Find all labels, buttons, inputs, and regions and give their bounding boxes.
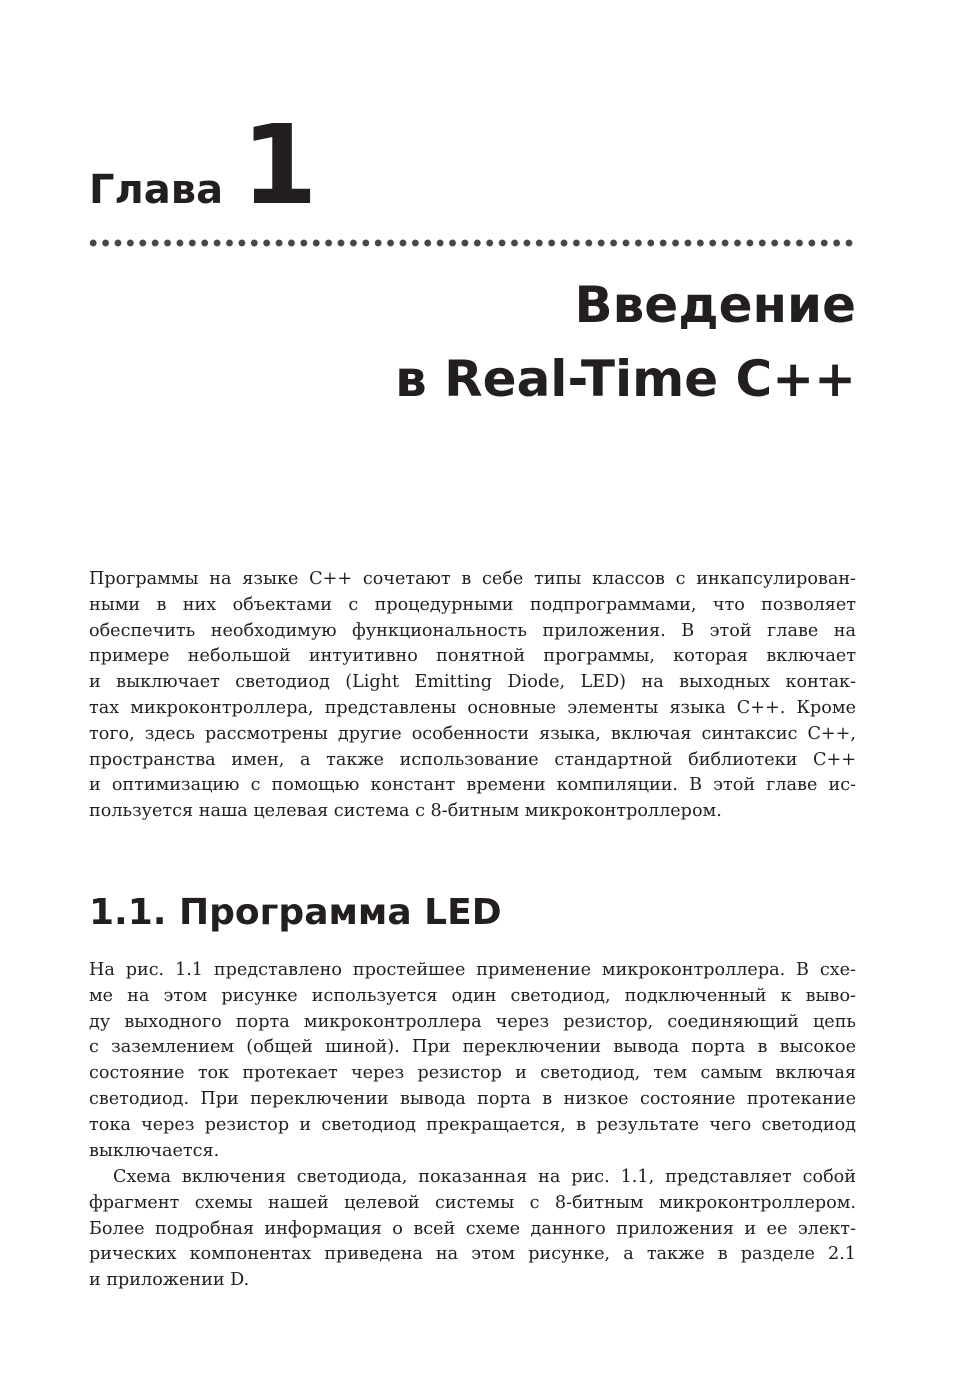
section-paragraph-2 (89, 1165, 856, 1294)
text-line: ду выходного порта микроконтроллера через резистор, соединяющий цепь (89, 1011, 856, 1032)
text-line: рических компонентах приведена на этом рисунке, а также в разделе 2.1 (89, 1244, 856, 1265)
chapter-title (395, 268, 856, 416)
text-line: тах микроконтроллера, представлены основные элементы языка С++. Кроме (89, 697, 856, 718)
text-line: и оптимизацию с помощью констант времени компиляции. В этой главе ис- (89, 775, 856, 796)
chapter-title-line-1: Введение (574, 276, 856, 334)
text-line: пользуется наша целевая система с 8-битным микроконтроллером. (89, 801, 722, 822)
text-line: того, здесь рассмотрены другие особенности языка, включая синтаксис С++, (89, 723, 856, 744)
intro-paragraph (89, 567, 856, 825)
text-line: выключается. (89, 1140, 220, 1161)
text-line: Более подробная информация о всей схеме данного приложения и ее элект- (89, 1218, 856, 1239)
section-heading: 1.1. Программа LED (89, 892, 502, 933)
text-line: ме на этом рисунке используется один светодиод, подключенный к выво- (89, 985, 856, 1006)
chapter-label (89, 101, 314, 229)
text-line: состояние ток протекает через резистор и светодиод, тем самым включая (89, 1063, 856, 1084)
text-line: и приложении D. (89, 1270, 250, 1291)
chapter-title-line-2: в Real-Time C++ (395, 350, 856, 408)
text-line: Программы на языке С++ сочетают в себе типы классов с инкапсулирован- (89, 569, 856, 589)
chapter-word: Глава (89, 167, 224, 213)
text-line: с заземлением (общей шиной). При переключении вывода порта в высокое (89, 1037, 856, 1058)
text-line: фрагмент схемы нашей целевой системы с 8-битным микроконтроллером. (89, 1192, 856, 1213)
text-line: и выключает светодиод (Light Emitting Diode, LED) на выходных контак- (89, 672, 856, 693)
text-line: На рис. 1.1 представлено простейшее применение микроконтроллера. В схе- (89, 960, 856, 980)
text-line: светодиод. При переключении вывода порта в низкое состояние протекание (89, 1088, 856, 1109)
text-line: обеспечить необходимую функциональность приложения. В этой главе на (89, 620, 856, 641)
section-paragraph-1 (89, 958, 856, 1164)
text-line: пространства имен, а также использование стандартной библиотеки С++ (89, 749, 856, 770)
dotted-divider (87, 238, 857, 248)
text-line: примере небольшой интуитивно понятной программы, которая включает (89, 646, 856, 667)
text-line: Схема включения светодиода, показанная на рис. 1.1, представляет собой (113, 1167, 856, 1187)
text-line: тока через резистор и светодиод прекращается, в результате чего светодиод (89, 1114, 856, 1135)
text-line: ными в них объектами с процедурными подпрограммами, что позволяет (89, 594, 856, 615)
chapter-number: 1 (241, 101, 314, 229)
